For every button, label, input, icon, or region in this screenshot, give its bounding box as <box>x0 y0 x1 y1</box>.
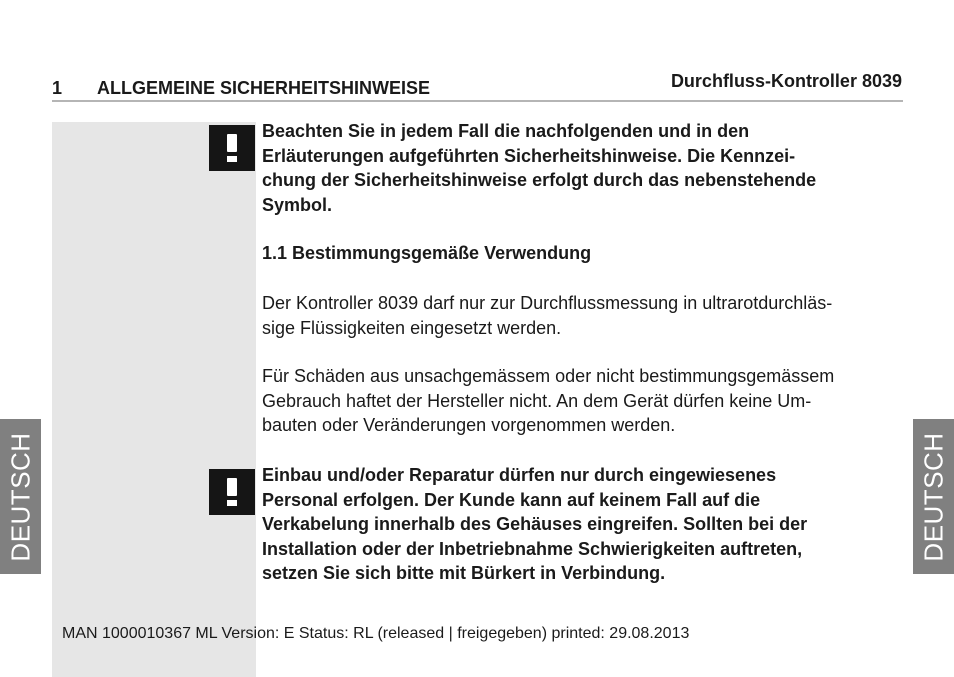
text-line: Der Kontroller 8039 darf nur zur Durchflussmessung in ultrarotdurchläs- <box>262 293 833 313</box>
language-tab-right <box>913 419 954 574</box>
text-line: setzen Sie sich bitte mit Bürkert in Verbindung. <box>262 563 666 583</box>
product-name: Durchfluss-Kontroller 8039 <box>670 71 902 91</box>
text-line: bauten oder Veränderungen vorgenommen werden. <box>262 415 676 435</box>
text-line: Installation oder der Inbetriebnahme Schwierigkeiten auftreten, <box>262 538 803 559</box>
language-tab-label: DEUTSCH <box>918 431 948 562</box>
warning-text-1 <box>262 119 912 217</box>
language-tab-label: DEUTSCH <box>5 431 35 562</box>
header-rule <box>52 100 903 102</box>
text-line: sige Flüssigkeiten eingesetzt werden. <box>262 317 562 338</box>
warning-text-2 <box>262 463 912 586</box>
chapter-title: ALLGEMEINE SICHERHEITSHINWEISE <box>97 78 431 98</box>
text-line: Beachten Sie in jedem Fall die nachfolgenden und in den <box>262 121 750 141</box>
text-line: Einbau und/oder Reparatur dürfen nur durch eingewiesenes <box>262 465 777 485</box>
text-line: chung der Sicherheitshinweise erfolgt durch das nebenstehende <box>262 170 817 190</box>
text-line: Gebrauch haftet der Hersteller nicht. An dem Gerät dürfen keine Um- <box>262 390 812 411</box>
section-heading <box>262 241 912 266</box>
text-line: Verkabelung innerhalb des Gehäuses eingreifen. Sollten bei der <box>262 514 808 534</box>
text-line: Personal erfolgen. Der Kunde kann auf keinem Fall auf die <box>262 489 761 510</box>
paragraph-2 <box>262 364 912 438</box>
chapter-number: 1 <box>52 78 63 98</box>
paragraph-1 <box>262 291 912 340</box>
text-line: Symbol. <box>262 194 333 215</box>
warning-icon <box>209 469 255 515</box>
text-line: Erläuterungen aufgeführten Sicherheitshinweise. Die Kennzei- <box>262 145 796 166</box>
section-heading-text: 1.1 Bestimmungsgemäße Verwendung <box>262 243 592 263</box>
text-line: Für Schäden aus unsachgemässem oder nicht bestimmungsgemässem <box>262 366 835 386</box>
footer-version-info: MAN 1000010367 ML Version: E Status: RL (released | freigegeben) printed: 29.08.2013 <box>62 625 690 642</box>
language-tab-left <box>0 419 41 574</box>
margin-column <box>52 122 256 677</box>
warning-icon <box>209 125 255 171</box>
